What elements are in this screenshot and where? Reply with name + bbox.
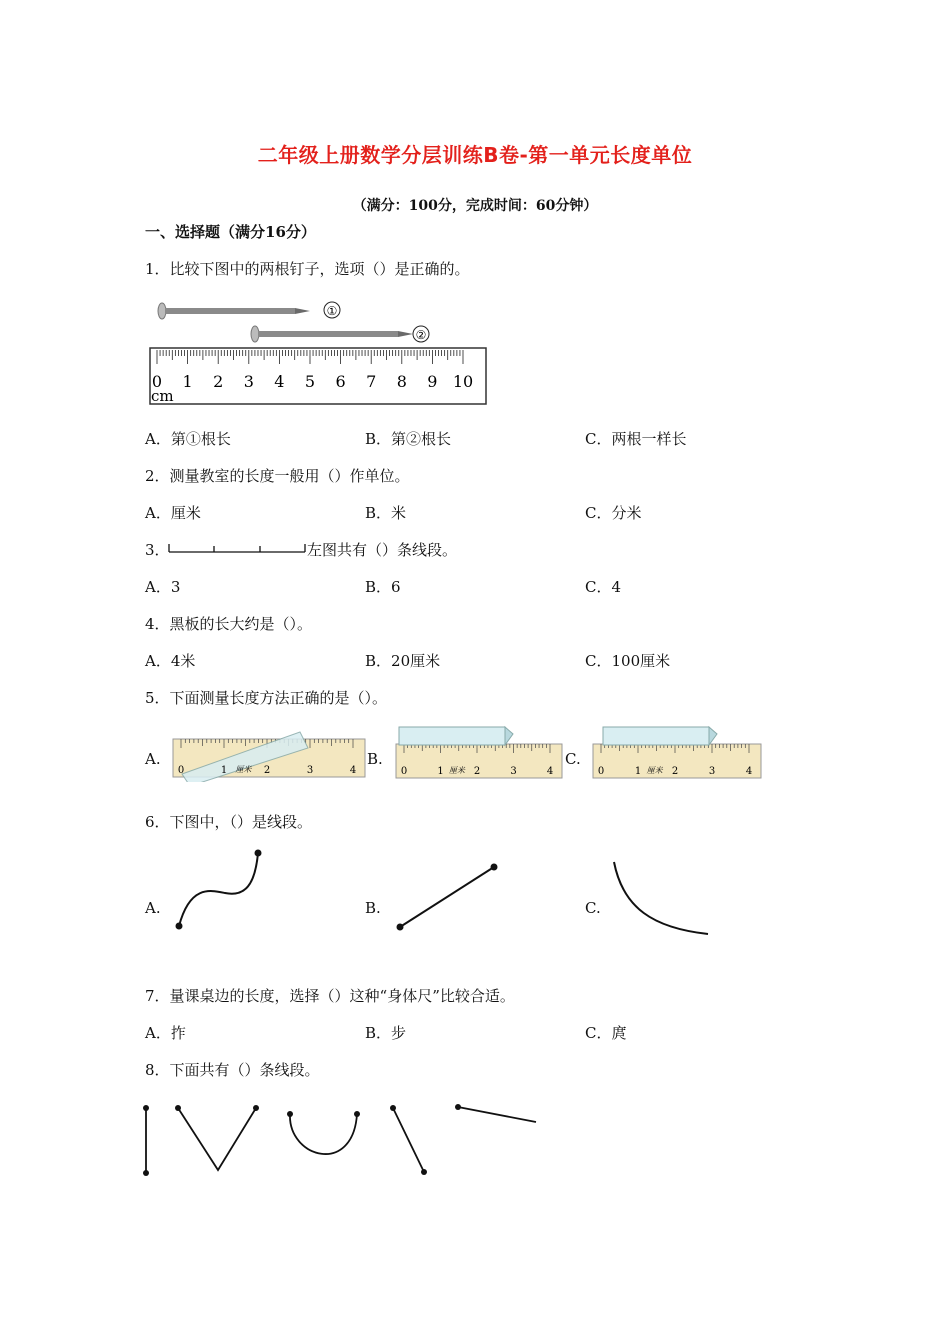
ruler-small-unit: 厘米 xyxy=(646,766,663,775)
question-6: 6．下图中，（）是线段。 xyxy=(145,813,313,831)
q2-option-a[interactable]: A．厘米 xyxy=(145,504,201,522)
q4-option-a[interactable]: A．4米 xyxy=(145,652,196,670)
q1-option-b[interactable]: B．第②根长 xyxy=(365,430,452,448)
ruler-small-unit: 厘米 xyxy=(235,765,252,774)
q5-figure-b xyxy=(393,724,565,782)
question-7: 7．量课桌边的长度，选择（）这种“身体尺”比较合适。 xyxy=(145,987,515,1005)
nail-2 xyxy=(251,326,429,342)
q8-vertical-segment xyxy=(143,1105,149,1176)
ruler-cm-tick-label: 4 xyxy=(274,372,285,391)
ruler-cm-tick-label: 8 xyxy=(396,372,407,391)
q6-option-a[interactable]: A. xyxy=(145,899,161,917)
q5-option-c[interactable]: C. xyxy=(565,750,581,768)
ruler-small-tick-label: 2 xyxy=(473,766,481,777)
q6-figure-c xyxy=(608,858,712,940)
ruler-small-unit: 厘米 xyxy=(448,766,465,775)
ruler-small-tick-label: 1 xyxy=(634,766,642,777)
nail-1 xyxy=(158,302,340,319)
q3-option-a[interactable]: A．3 xyxy=(145,578,181,596)
q4-option-b[interactable]: B．20厘米 xyxy=(365,652,441,670)
ruler-small-tick-label: 0 xyxy=(597,766,605,777)
ruler-small-tick-label: 2 xyxy=(263,765,271,776)
question-2: 2．测量教室的长度一般用（）作单位。 xyxy=(145,467,410,485)
ruler-cm-tick-label: 1 xyxy=(182,372,193,391)
q5-option-a[interactable]: A. xyxy=(145,750,161,768)
q3-option-c[interactable]: C．4 xyxy=(585,578,622,596)
nail-2-label: ② xyxy=(415,328,427,342)
ruler-small-tick-label: 0 xyxy=(400,766,408,777)
q1-option-a[interactable]: A．第①根长 xyxy=(145,430,231,448)
page-title: 二年级上册数学分层训练B卷-第一单元长度单位 xyxy=(257,143,693,167)
q8-slanted-segment xyxy=(390,1105,427,1175)
ruler-cm-tick-label: 10 xyxy=(452,372,474,391)
q7-option-a[interactable]: A．拃 xyxy=(145,1024,186,1042)
q7-option-c[interactable]: C．庹 xyxy=(585,1024,627,1042)
q8-angle xyxy=(175,1105,259,1170)
ruler-cm-tick-label: 5 xyxy=(304,372,316,391)
q5-figure-a xyxy=(170,724,368,782)
ruler-cm-tick-label: 2 xyxy=(213,372,224,391)
q6-option-b[interactable]: B. xyxy=(365,899,381,917)
ruler-small-tick-label: 3 xyxy=(306,765,314,776)
ruler-small-tick-label: 3 xyxy=(510,766,517,777)
ruler-small-tick-label: 1 xyxy=(437,766,444,777)
q5-option-b[interactable]: B. xyxy=(367,750,383,768)
segment-figure xyxy=(166,540,308,556)
question-3-number: 3． xyxy=(145,541,170,559)
ruler-cm-unit: cm xyxy=(151,387,174,405)
q3-option-b[interactable]: B．6 xyxy=(365,578,401,596)
q8-arc xyxy=(287,1111,360,1154)
ruler-small-tick-label: 4 xyxy=(349,765,357,776)
page-subtitle: （满分：100分，完成时间：60分钟） xyxy=(352,198,598,214)
ruler-small-tick-label: 4 xyxy=(745,766,753,777)
question-5: 5．下面测量长度方法正确的是（）。 xyxy=(145,689,388,707)
q8-ray xyxy=(455,1104,536,1122)
ruler-cm-tick-label: 0 xyxy=(151,372,163,391)
ruler-cm-tick-label: 9 xyxy=(427,372,438,391)
ruler-small-tick-label: 1 xyxy=(220,765,228,776)
question-1: 1．比较下图中的两根钉子，选项（）是正确的。 xyxy=(145,260,470,278)
question-4: 4．黑板的长大约是（）。 xyxy=(145,615,313,633)
q4-option-c[interactable]: C．100厘米 xyxy=(585,652,671,670)
ruler-cm-tick-label: 6 xyxy=(335,372,346,391)
ruler-small-tick-label: 3 xyxy=(708,766,716,777)
nails-ruler-figure xyxy=(145,295,490,407)
nail-1-label: ① xyxy=(326,304,338,318)
q7-option-b[interactable]: B．步 xyxy=(365,1024,407,1042)
ruler-small-tick-label: 2 xyxy=(671,766,679,777)
q8-figure xyxy=(138,1098,548,1182)
ruler-cm-tick-label: 7 xyxy=(366,372,377,391)
q1-option-c[interactable]: C．两根一样长 xyxy=(585,430,687,448)
q6-option-c[interactable]: C. xyxy=(585,899,601,917)
ruler-cm-tick-label: 3 xyxy=(243,372,254,391)
q2-option-b[interactable]: B．米 xyxy=(365,504,407,522)
q5-figure-c xyxy=(590,724,765,782)
ruler-small-tick-label: 0 xyxy=(177,765,185,776)
q2-option-c[interactable]: C．分米 xyxy=(585,504,642,522)
question-3: 左图共有（）条线段。 xyxy=(307,541,458,559)
q6-figure-b xyxy=(390,858,500,936)
question-8: 8．下面共有（）条线段。 xyxy=(145,1061,320,1079)
section-heading: 一、选择题（满分16分） xyxy=(145,223,316,241)
ruler-small-tick-label: 4 xyxy=(546,766,554,777)
q6-figure-a xyxy=(170,845,270,935)
